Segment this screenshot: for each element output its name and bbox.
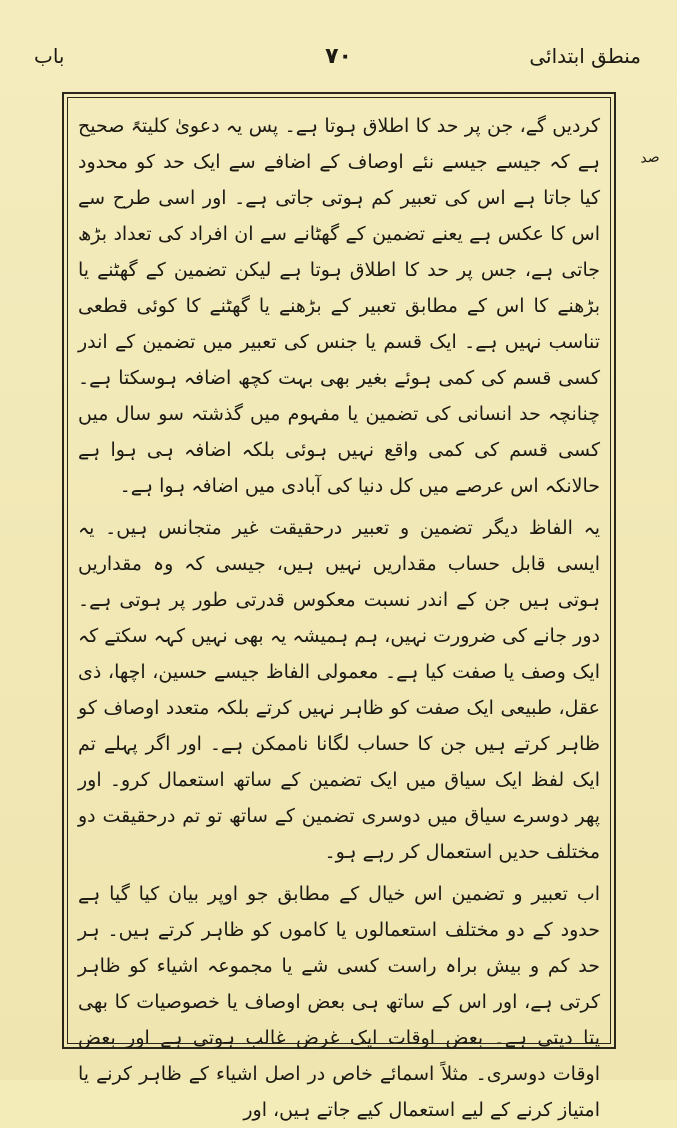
book-title: منطق ابتدائی (529, 44, 641, 68)
text-frame (62, 92, 616, 1121)
running-head (22, 40, 655, 80)
body-text (78, 108, 600, 1121)
page-number: ۷۰ (325, 44, 352, 69)
margin-note: صد (639, 149, 661, 167)
paragraph-2: یہ الفاظ دیگر تضمین و تعبیر درحقیقت غیر متجانس ہیں۔ یہ ایسی قابل حساب مقداریں نہیں ہیں، جیسی کہ وہ مقداریں ہوتی ہیں جن کے اندر نسبت معکوس قدرتی طور پر ہوتی ہے۔ دور جانے کی ضرورت نہیں، ہم ہمیشہ یہ بھی نہیں کہہ سکتے کہ ایک وصف یا صفت کیا ہے۔ معمولی الفاظ جیسے حسین، اچھا، ذی عقل، طبیعی ایک صفت کو ظاہر نہیں کرتے بلکہ متعدد اوصاف کو ظاہر کرتے ہیں جن کا حساب لگانا ناممکن ہے۔ اور اگر پہلے تم ایک لفظ ایک سیاق میں ایک تضمین کے ساتھ استعمال کرو۔ اور پھر دوسرے سیاق میں دوسری تضمین کے ساتھ تو تم درحقیقت دو مختلف حدیں استعمال کر رہے ہو۔ (78, 517, 600, 863)
paragraph-1: کردیں گے، جن پر حد کا اطلاق ہوتا ہے۔ پس یہ دعویٰ کلیتہً صحیح ہے کہ جیسے جیسے نئے اوصاف کے اضافے سے ایک حد کو محدود کیا جاتا ہے اس کی تعبیر کم ہوتی جاتی ہے۔ اور اسی طرح سے اس کا عکس ہے یعنے تضمین کے گھٹانے سے ان افراد کی تعداد بڑھ جاتی ہے، جس پر حد کا اطلاق ہوتا ہے لیکن تضمین کے گھٹنے یا بڑھنے کا اس کے مطابق تعبیر کے بڑھنے یا گھٹنے کا کوئی قطعی تناسب نہیں ہے۔ ایک قسم یا جنس کی تعبیر میں تضمین کے اندر کسی قسم کی کمی ہوئے بغیر بھی بہت کچھ اضافہ ہوسکتا ہے۔ چنانچہ حد انسانی کی تضمین یا مفہوم میں گذشتہ سو سال میں کسی قسم کی کمی واقع نہیں ہوئی بلکہ اضافہ ہی ہوا ہے حالانکہ اس عرصے میں کل دنیا کی آبادی میں اضافہ ہوا ہے۔ (78, 115, 600, 497)
paragraph-3: اب تعبیر و تضمین اس خیال کے مطابق جو اوپر بیان کیا گیا ہے حدود کے دو مختلف استعمالوں یا کاموں کو ظاہر کرتے ہیں۔ ہر حد کم و بیش براہ راست کسی شے یا مجموعہ اشیاء کو ظاہر کرتی ہے، اور اس کے ساتھ ہی بعض اوصاف یا خصوصیات کا بھی پتا دیتی ہے۔ بعض اوقات ایک غرض غالب ہوتی ہے اور بعض اوقات دوسری۔ مثلاً اسمائے خاص در اصل اشیاء کے ظاہر کرنے یا امتیاز کرنے کے لیے استعمال کیے جاتے ہیں، اور (78, 883, 600, 1121)
chapter-label: باب (34, 44, 65, 68)
